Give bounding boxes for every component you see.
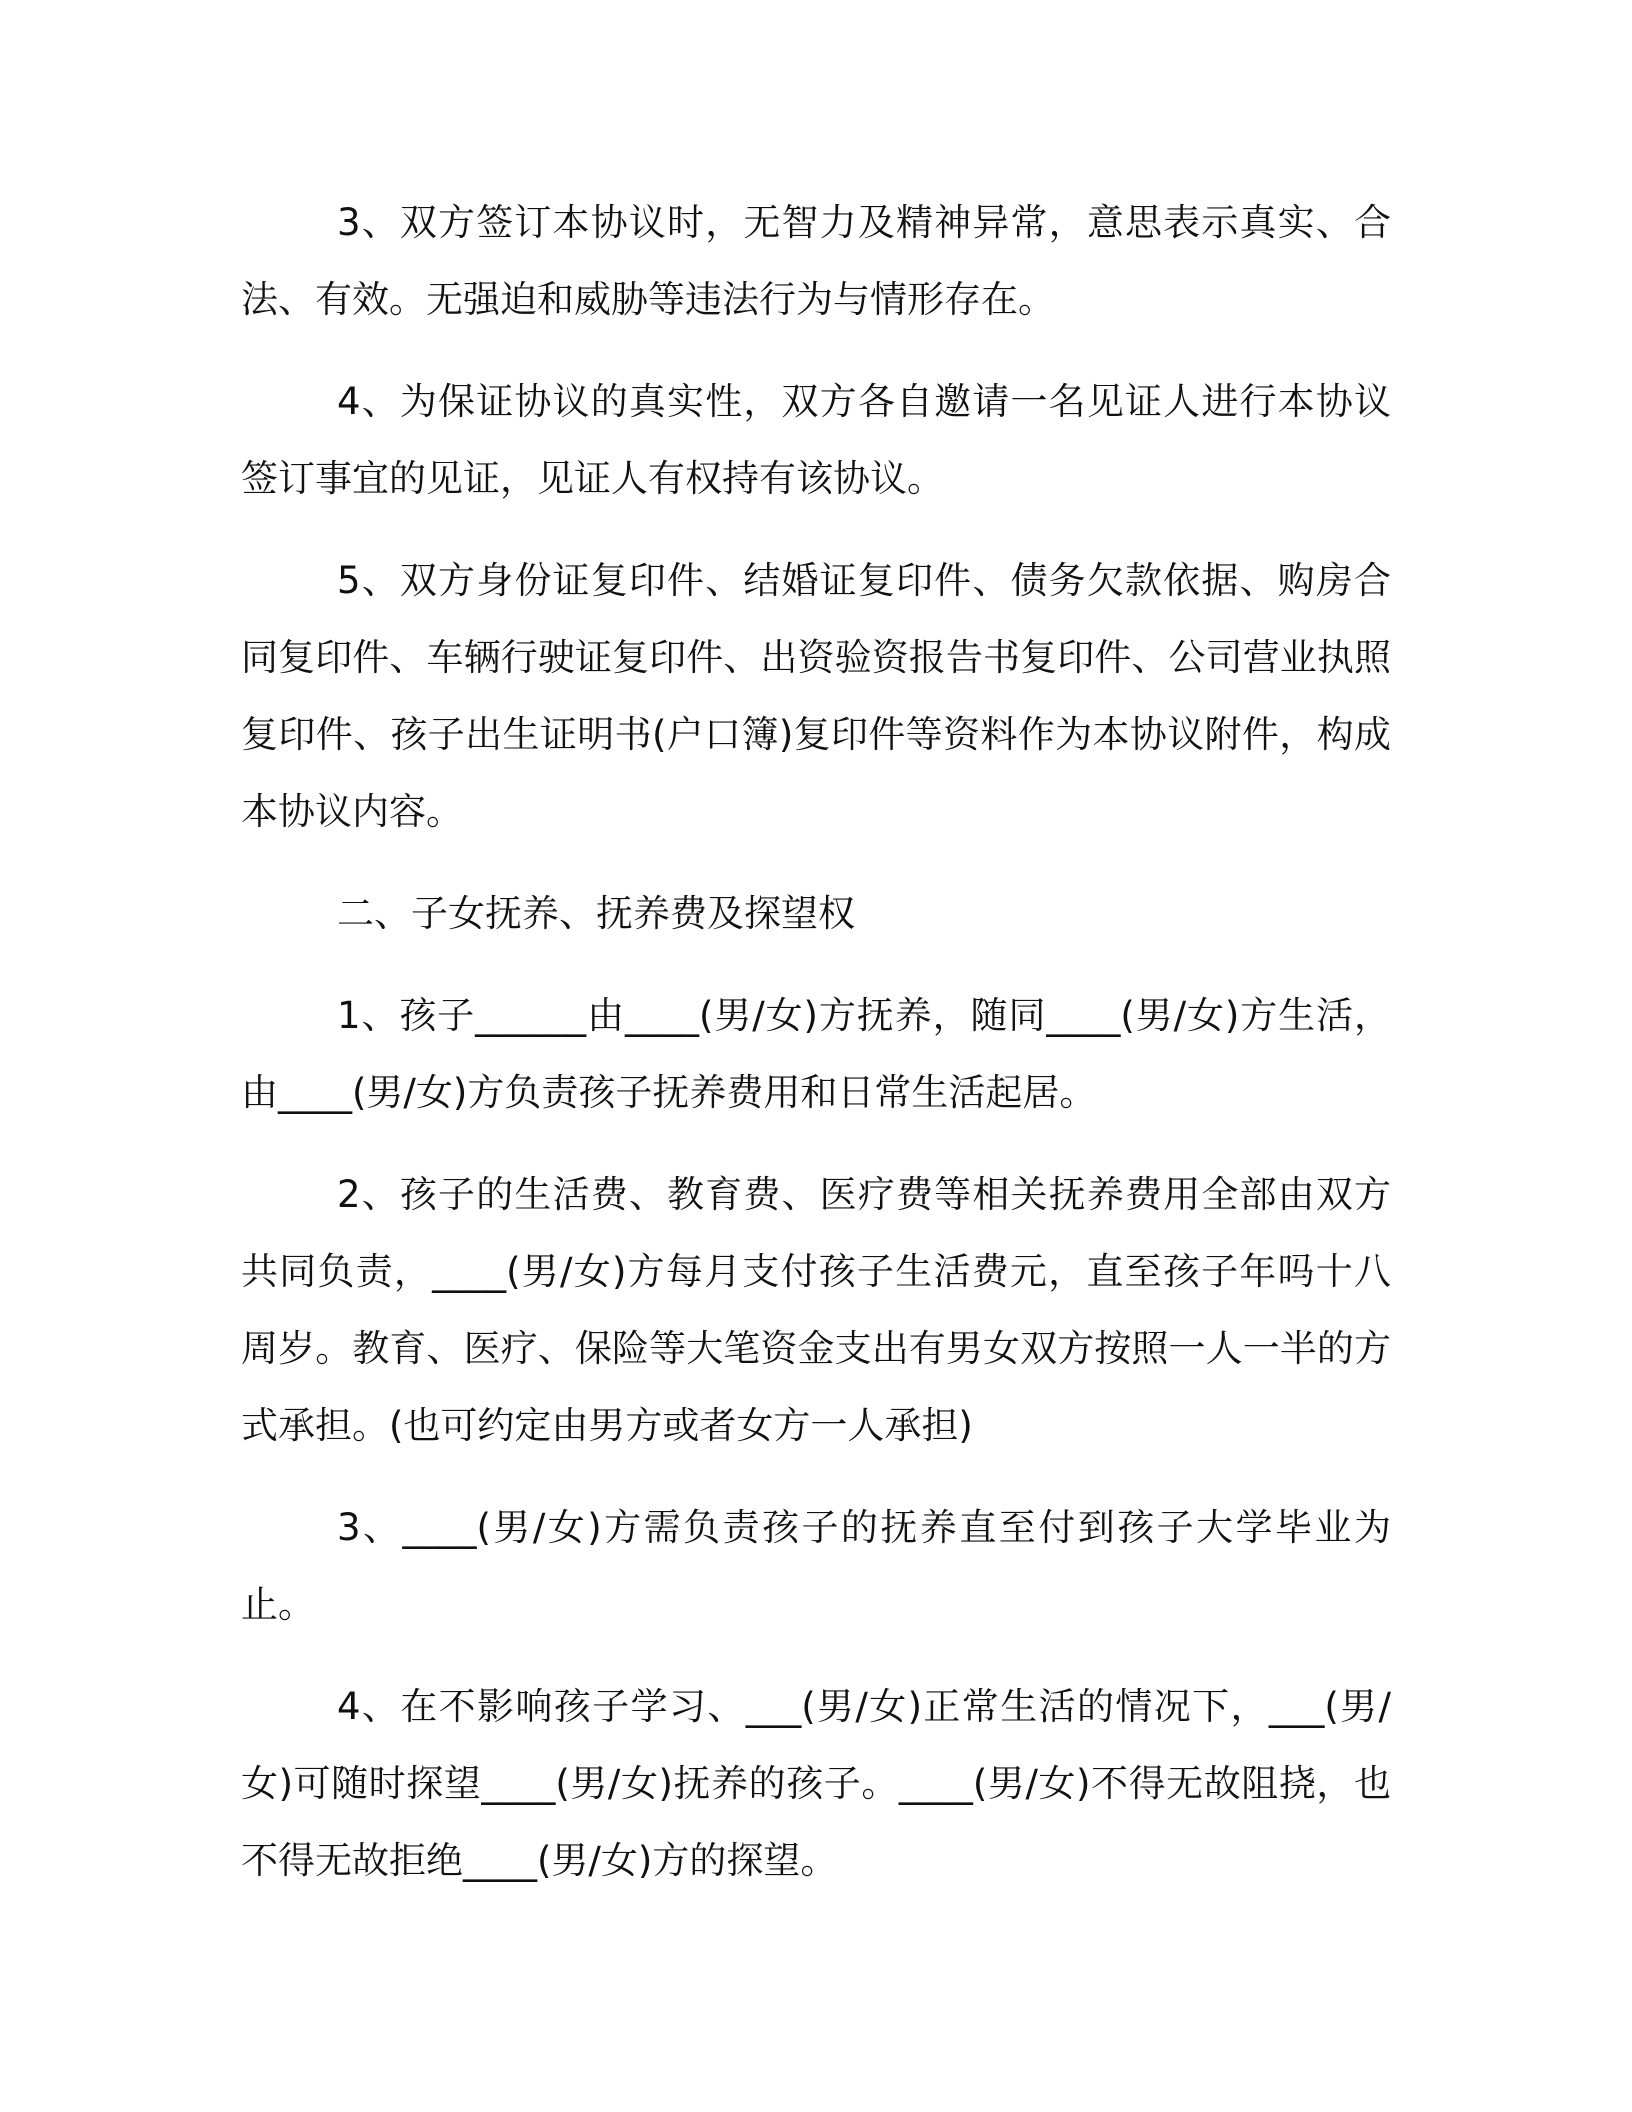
- document-body: [241, 184, 1391, 1924]
- custody-clause-1-paragraph: 1、孩子______由____(男/女)方抚养，随同____(男/女)方生活，由____(男/女)方负责孩子抚养费用和日常生活起居。: [241, 994, 1391, 1114]
- custody-clause-4-paragraph: 4、在不影响孩子学习、___(男/女)正常生活的情况下，___(男/女)可随时探望____(男/女)抚养的孩子。____(男/女)不得无故阻挠，也不得无故拒绝____(男/女)方的探望。: [241, 1685, 1391, 1882]
- custody-clause-2-paragraph: 2、孩子的生活费、教育费、医疗费等相关抚养费用全部由双方共同负责，____(男/女)方每月支付孩子生活费元，直至孩子年吗十八周岁。教育、医疗、保险等大笔资金支出有男女双方按照一人一半的方式承担。(也可约定由男方或者女方一人承担): [241, 1173, 1391, 1447]
- clause-4-paragraph: 4、为保证协议的真实性，双方各自邀请一名见证人进行本协议签订事宜的见证，见证人有权持有该协议。: [241, 380, 1391, 500]
- section-heading-child-custody: 二、子女抚养、抚养费及探望权: [337, 892, 855, 935]
- clause-5-paragraph: 5、双方身份证复印件、结婚证复印件、债务欠款依据、购房合同复印件、车辆行驶证复印件、出资验资报告书复印件、公司营业执照复印件、孩子出生证明书(户口簿)复印件等资料作为本协议附件，构成本协议内容。: [241, 559, 1391, 833]
- clause-3-paragraph: 3、双方签订本协议时，无智力及精神异常，意思表示真实、合法、有效。无强迫和威胁等违法行为与情形存在。: [241, 201, 1391, 321]
- custody-clause-3-paragraph: 3、____(男/女)方需负责孩子的抚养直至付到孩子大学毕业为止。: [241, 1506, 1391, 1626]
